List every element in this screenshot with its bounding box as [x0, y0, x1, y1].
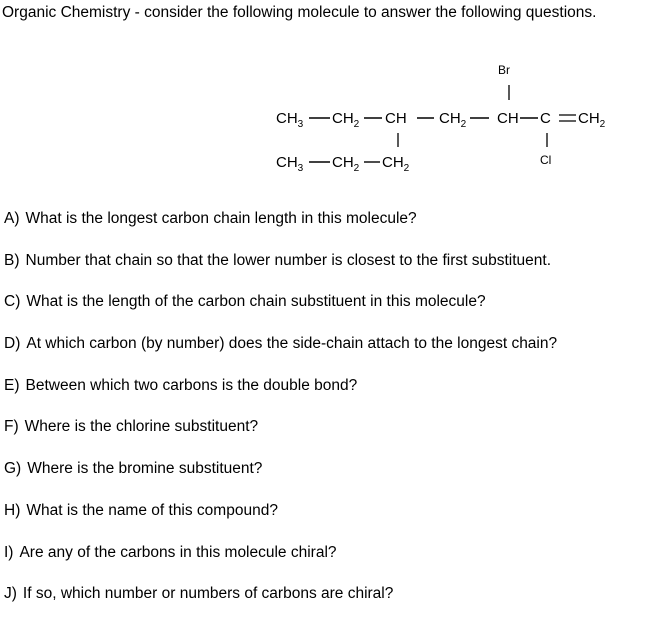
question-text: What is the length of the carbon chain substituent in this molecule?: [26, 293, 486, 311]
main-chain-atom: CH: [497, 110, 519, 127]
main-chain-atom: $CH_2$: [578, 110, 606, 130]
question-item: [4, 252, 557, 294]
question-item: [4, 585, 557, 627]
question-letter: A): [4, 210, 20, 227]
question-letter: J): [4, 585, 17, 603]
question-letter: H): [4, 501, 21, 519]
question-text: If so, which number or numbers of carbons are chiral?: [22, 585, 394, 603]
question-item: [4, 418, 557, 460]
molecule-structure: [0, 0, 647, 200]
question-letter: D): [4, 335, 21, 353]
question-item: [4, 293, 557, 335]
question-text: Are any of the carbons in this molecule chiral?: [19, 543, 337, 561]
question-item: [4, 335, 557, 377]
question-letter: C): [4, 293, 21, 311]
question-text: At which carbon (by number) does the side-chain attach to the longest chain?: [26, 335, 558, 353]
question-item: [4, 502, 557, 544]
main-chain-atom: CH: [385, 110, 407, 127]
main-chain-atom: $CH_2$: [439, 110, 467, 130]
main-chain-atom: C: [540, 110, 551, 127]
question-item: [4, 544, 557, 586]
side-chain-atom: $CH_2$: [332, 154, 360, 174]
question-item: [4, 377, 557, 419]
question-text: Number that chain so that the lower number is closest to the first substituent.: [25, 251, 552, 269]
question-text: What is the longest carbon chain length in this molecule?: [25, 210, 417, 227]
question-list: [4, 210, 557, 627]
question-letter: G): [4, 460, 22, 478]
question-letter: E): [4, 376, 20, 394]
side-chain-atom: $CH_2$: [382, 154, 410, 174]
question-text: Between which two carbons is the double bond?: [25, 376, 358, 394]
side-chain-atom: $CH_3$: [276, 154, 304, 174]
question-item: [4, 460, 557, 502]
question-text: Where is the chlorine substituent?: [24, 418, 259, 436]
bromine-label: Br: [498, 63, 510, 77]
question-text: Where is the bromine substituent?: [27, 460, 263, 478]
main-chain-atom: $CH_3$: [276, 110, 304, 130]
main-chain-atom: $CH_2$: [332, 110, 360, 130]
question-letter: B): [4, 251, 20, 269]
question-letter: F): [4, 418, 19, 436]
chlorine-label: Cl: [540, 153, 552, 167]
question-item: [4, 210, 557, 252]
question-text: What is the name of this compound?: [26, 501, 278, 519]
question-letter: I): [4, 543, 14, 561]
page-title: Organic Chemistry - consider the following molecule to answer the following questions.: [2, 4, 597, 21]
